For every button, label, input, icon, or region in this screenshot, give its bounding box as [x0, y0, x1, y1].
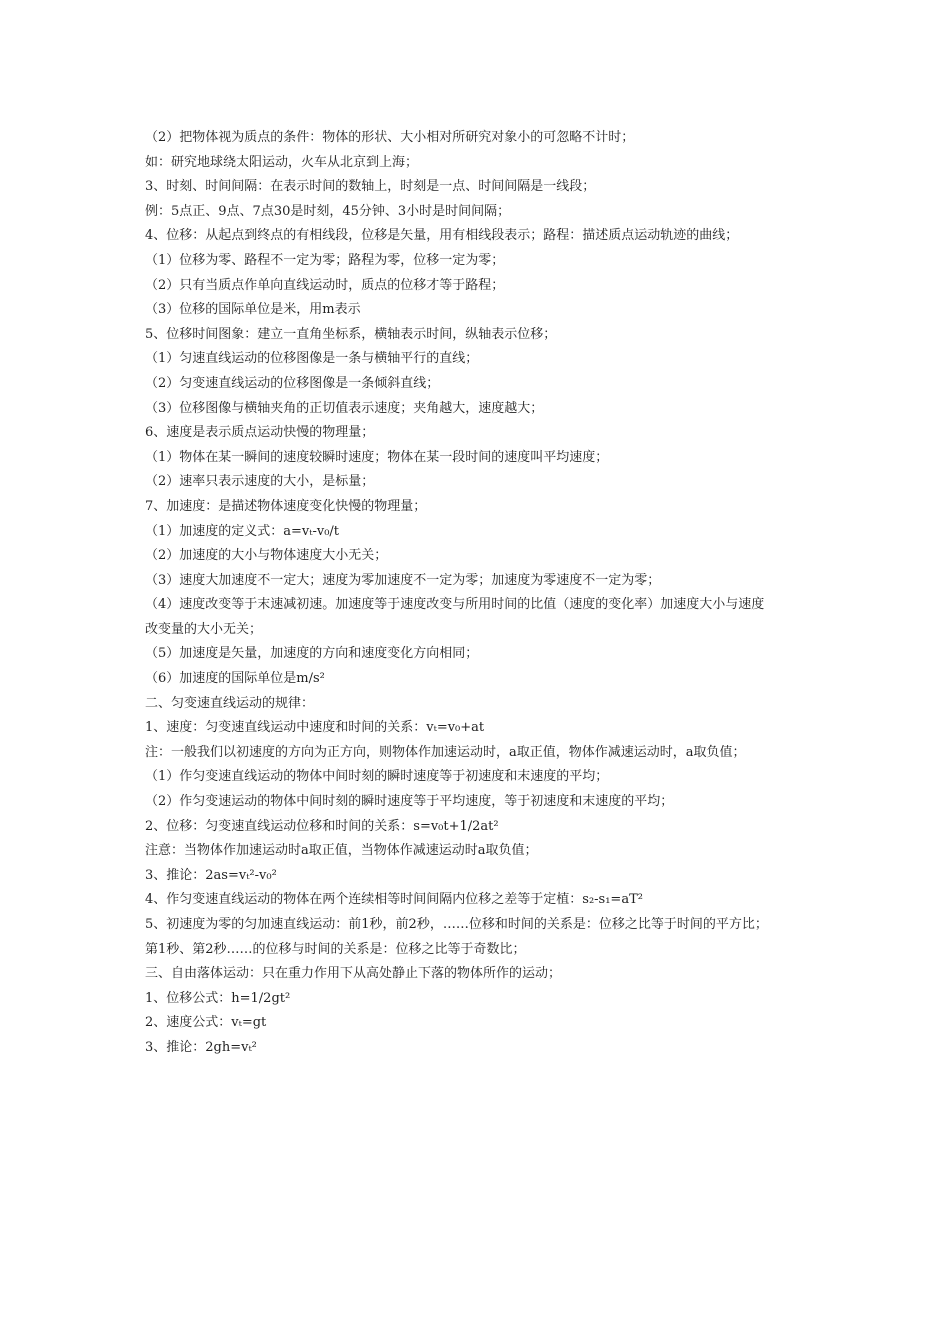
text-line: （4）速度改变等于末速减初速。加速度等于速度改变与所用时间的比值（速度的变化率）加速度大小与速度 — [145, 597, 765, 613]
text-line: 3、推论：2as=vₜ²-v₀² — [145, 867, 277, 883]
section-heading: 二、匀变速直线运动的规律： — [145, 695, 315, 711]
text-line: （2）加速度的大小与物体速度大小无关； — [145, 548, 388, 564]
text-line: （3）速度大加速度不一定大；速度为零加速度不一定为零；加速度为零速度不一定为零； — [145, 572, 661, 588]
text-line: 3、时刻、时间间隔：在表示时间的数轴上，时刻是一点、时间间隔是一线段； — [145, 179, 596, 195]
text-line: 1、位移公式：h=1/2gt² — [145, 990, 291, 1006]
text-line: 6、速度是表示质点运动快慢的物理量； — [145, 425, 375, 441]
text-line: 4、位移：从起点到终点的有相线段，位移是矢量，用有相线段表示；路程：描述质点运动轨迹的曲线； — [145, 228, 739, 244]
text-line: （1）位移为零、路程不一定为零；路程为零，位移一定为零； — [145, 252, 505, 268]
text-line: 7、加速度：是描述物体速度变化快慢的物理量； — [145, 498, 427, 514]
text-line: （2）把物体视为质点的条件：物体的形状、大小相对所研究对象小的可忽略不计时； — [145, 130, 635, 145]
text-line: （2）匀变速直线运动的位移图像是一条倾斜直线； — [145, 375, 440, 391]
text-line: 2、速度公式：vₜ=gt — [145, 1015, 267, 1031]
text-line: （5）加速度是矢量，加速度的方向和速度变化方向相同； — [145, 646, 479, 662]
document-body — [145, 126, 815, 1061]
text-line: 2、位移：匀变速直线运动位移和时间的关系：s=v₀t+1/2at² — [145, 818, 499, 834]
text-line: （1）作匀变速直线运动的物体中间时刻的瞬时速度等于初速度和末速度的平均； — [145, 769, 609, 785]
text-line: （3）位移的国际单位是米，用m表示 — [145, 302, 361, 318]
text-line: 如：研究地球绕太阳运动，火车从北京到上海； — [145, 154, 419, 170]
text-line: （3）位移图像与横轴夹角的正切值表示速度；夹角越大，速度越大； — [145, 400, 544, 416]
text-line: 改变量的大小无关； — [145, 621, 263, 637]
section-heading: 三、自由落体运动：只在重力作用下从高处静止下落的物体所作的运动； — [145, 966, 562, 982]
text-line: 例：5点正、9点、7点30是时刻，45分钟、3小时是时间间隔； — [145, 203, 511, 219]
text-line: （1）匀速直线运动的位移图像是一条与横轴平行的直线； — [145, 351, 479, 367]
text-line: （1）加速度的定义式：a=vₜ-v₀/t — [145, 523, 340, 539]
text-line: 5、位移时间图象：建立一直角坐标系，横轴表示时间，纵轴表示位移； — [145, 326, 557, 342]
text-line: 注意：当物体作加速运动时a取正值，当物体作减速运动时a取负值； — [145, 843, 538, 859]
text-line: （2）速率只表示速度的大小，是标量； — [145, 474, 375, 490]
text-line: 3、推论：2gh=vₜ² — [145, 1039, 257, 1055]
text-line: 4、作匀变速直线运动的物体在两个连续相等时间间隔内位移之差等于定植：s₂-s₁=aT² — [145, 892, 643, 908]
text-line: （2）作匀变速运动的物体中间时刻的瞬时速度等于平均速度，等于初速度和末速度的平均； — [145, 794, 674, 810]
text-line: 5、初速度为零的匀加速直线运动：前1秒，前2秒，……位移和时间的关系是：位移之比等于时间的平方比； — [145, 917, 768, 932]
text-line: （2）只有当质点作单向直线运动时，质点的位移才等于路程； — [145, 277, 505, 293]
text-line: （6）加速度的国际单位是m/s² — [145, 671, 325, 687]
text-line: 第1秒、第2秒……的位移与时间的关系是：位移之比等于奇数比； — [145, 941, 526, 957]
text-line: （1）物体在某一瞬间的速度较瞬时速度；物体在某一段时间的速度叫平均速度； — [145, 449, 609, 465]
text-line: 注：一般我们以初速度的方向为正方向，则物体作加速运动时，a取正值，物体作减速运动时，a取负值； — [145, 744, 746, 760]
text-line: 1、速度：匀变速直线运动中速度和时间的关系：vₜ=v₀+at — [145, 720, 485, 736]
